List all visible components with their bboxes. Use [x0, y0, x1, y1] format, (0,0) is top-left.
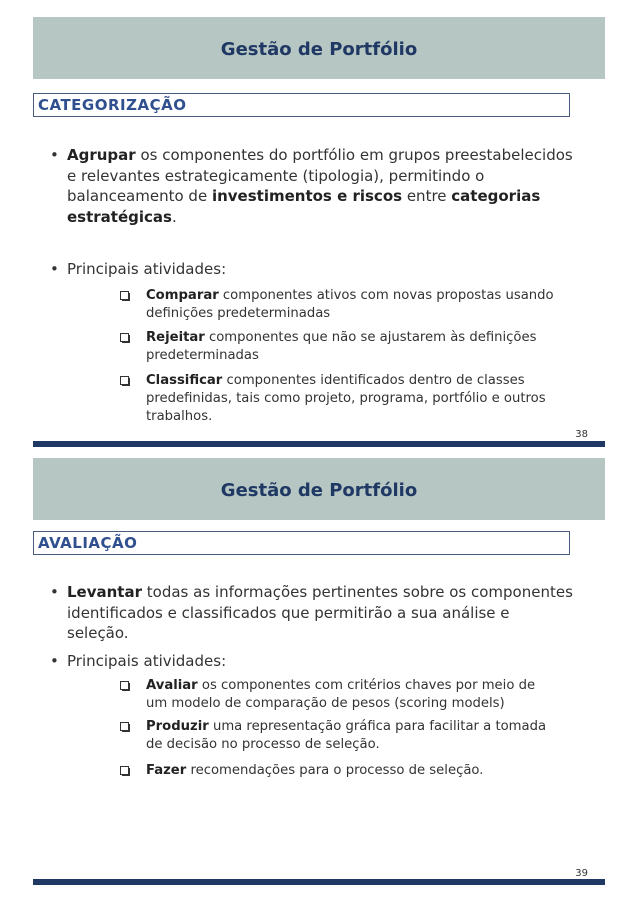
slide-header — [33, 458, 605, 520]
footer-bar — [33, 879, 605, 885]
checkbox-bullet-icon — [120, 766, 129, 775]
slide-title: Gestão de Portfólio — [220, 480, 418, 501]
bold-term: Levantar — [67, 583, 142, 601]
bullet-principais: • Principais atividades: — [50, 652, 227, 670]
bullet-dot: • — [50, 652, 59, 670]
section-heading — [33, 531, 570, 555]
bullet-dot: • — [50, 146, 59, 164]
section-label: AVALIAÇÃO — [38, 534, 138, 552]
checkbox-bullet-icon — [120, 681, 129, 690]
bullet-dot: • — [50, 260, 59, 278]
bullet-dot: • — [50, 583, 59, 601]
checkbox-bullet-icon — [120, 291, 129, 300]
slide-header — [33, 17, 605, 79]
checkbox-bullet-icon — [120, 333, 129, 342]
sub-item-comparar: Comparar componentes ativos com novas propostas usando definições predeterminadas — [120, 287, 560, 323]
section-label: CATEGORIZAÇÃO — [38, 96, 187, 114]
bullet-agrupar: • Agrupar os componentes do portfólio em grupos preestabelecidos e relevantes estrategicamente (tipologia), permitindo o balanceamento de investimentos e riscos entre categorias estratégicas. — [50, 146, 573, 226]
sub-item-avaliar: Avaliar os componentes com critérios chaves por meio de um modelo de comparação de pesos (scoring models) — [120, 677, 560, 713]
checkbox-bullet-icon — [120, 376, 129, 385]
bullet-levantar: • Levantar todas as informações pertinentes sobre os componentes identificados e classificados que permitirão a sua análise e seleção. — [50, 583, 573, 642]
slide-title: Gestão de Portfólio — [220, 39, 418, 60]
checkbox-bullet-icon — [120, 722, 129, 731]
page-number: 39 — [575, 868, 588, 879]
sub-item-classificar: Classificar componentes identificados dentro de classes predefinidas, tais como projeto, programa, portfólio e outros trabalhos. — [120, 372, 560, 426]
section-heading — [33, 93, 570, 117]
sub-item-fazer: Fazer recomendações para o processo de seleção. — [120, 762, 560, 780]
sub-item-rejeitar: Rejeitar componentes que não se ajustarem às definições predeterminadas — [120, 329, 560, 365]
bold-term: categorias estratégicas — [67, 187, 541, 226]
sub-item-produzir: Produzir uma representação gráfica para facilitar a tomada de decisão no processo de seleção. — [120, 718, 560, 754]
bold-term: Agrupar — [67, 146, 136, 164]
footer-bar — [33, 441, 605, 447]
bold-term: investimentos e riscos — [211, 187, 403, 205]
page-number: 38 — [575, 429, 588, 440]
bullet-principais: • Principais atividades: — [50, 260, 227, 278]
